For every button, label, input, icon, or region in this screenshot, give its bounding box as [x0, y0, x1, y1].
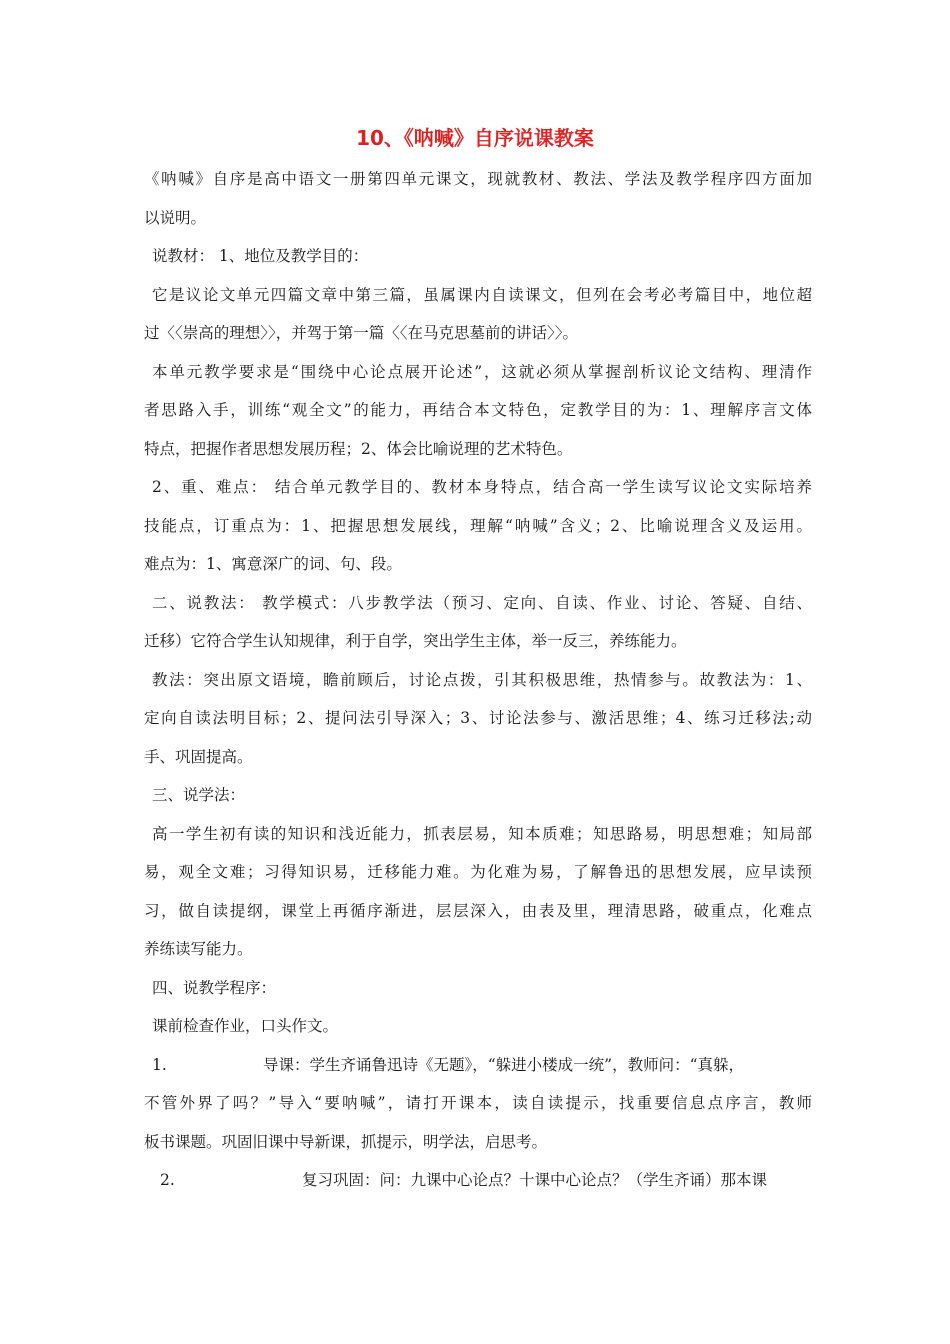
list-item-2 — [144, 1161, 812, 1200]
paragraph-line: 教法：突出原文语境，瞻前顾后，讨论点拨，引其积极思维，热情参与。故教法为：1、 — [152, 670, 812, 689]
list-item-text: 导课：学生齐诵鲁迅诗《无题》，“躲进小楼成一统”，教师问：“真躲， — [263, 1055, 745, 1074]
section-heading: 四、说教学程序： — [152, 978, 277, 997]
paragraph-line: 技能点，订重点为：1、把握思想发展线，理解“呐喊”含义；2、比喻说理含义及运用。 — [144, 516, 812, 535]
paragraph-line: 它是议论文单元四篇文章中第三篇，虽属课内自读课文，但列在会考必考篇目中，地位超 — [152, 285, 812, 304]
paragraph-line: 特点，把握作者思想发展历程；2、体会比喻说理的艺术特色。 — [144, 439, 573, 458]
paragraph-line: 以说明。 — [144, 208, 207, 227]
paragraph-line: 本单元教学要求是“围绕中心论点展开论述”，这就必须从掌握剖析议论文结构、理清作 — [152, 362, 812, 381]
paragraph-line: 养练读写能力。 — [144, 940, 253, 958]
paragraph-line: 高一学生初有读的知识和浅近能力，抓表层易，知本质难；知思路易，明思想难；知局部 — [152, 824, 812, 843]
paragraph-line: 不管外界了吗？”导入“要呐喊”，请打开课本，读自读提示，找重要信息点序言，教师 — [144, 1094, 812, 1112]
paragraph-line: 板书课题。巩固旧课中导新课，抓提示，明学法，启思考。 — [144, 1132, 548, 1151]
list-number: 1. — [152, 1055, 167, 1074]
paragraph-line: 习，做自读提纲，课堂上再循序渐进，层层深入，由表及里，理清思路，破重点，化难点 — [144, 901, 812, 920]
document-title: 10、《呐喊》自序说课教案 — [356, 126, 594, 150]
paragraph-line: 难点为：1、寓意深广的词、句、段。 — [144, 555, 402, 573]
paragraph-line: 定向自读法明目标；2、提问法引导深入；3、讨论法参与、激活思维；4、练习迁移法;动 — [144, 709, 812, 727]
list-item-1 — [144, 1046, 812, 1085]
list-number: 2. — [160, 1171, 175, 1189]
paragraph-line: 过〈〈崇高的理想〉〉，并驾于第一篇〈〈在马克思墓前的讲话〉〉。 — [144, 324, 579, 342]
paragraph-line: 易，观全文难；习得知识易，迁移能力难。为化难为易，了解鲁迅的思想发展，应早读预 — [144, 863, 812, 881]
section-heading: 三、说学法： — [152, 786, 246, 804]
paragraph-line: 迁移）它符合学生认知规律，利于自学，突出学生主体，举一反三，养练能力。 — [144, 632, 687, 650]
section-heading: 2、重、难点： 结合单元教学目的、教材本身特点，结合高一学生读写议论文实际培养 — [152, 478, 812, 496]
paragraph-line: 《呐喊》自序是高中语文一册第四单元课文，现就教材、教法、学法及教学程序四方面加 — [144, 170, 812, 188]
document-body — [144, 160, 812, 1200]
paragraph-line: 课前检查作业，口头作文。 — [152, 1017, 339, 1035]
paragraph-line: 者思路入手，训练“观全文”的能力，再结合本文特色，定教学目的为：1、理解序言文体 — [144, 401, 812, 419]
paragraph-line: 手、巩固提高。 — [144, 747, 253, 766]
section-heading: 说教材： 1、地位及教学目的： — [152, 247, 369, 265]
section-heading: 二、说教法： 教学模式：八步教学法（预习、定向、自读、作业、讨论、答疑、自结、 — [152, 593, 812, 612]
list-item-text: 复习巩固：问：九课中心论点？十课中心论点？（学生齐诵）那本课 — [302, 1171, 768, 1189]
